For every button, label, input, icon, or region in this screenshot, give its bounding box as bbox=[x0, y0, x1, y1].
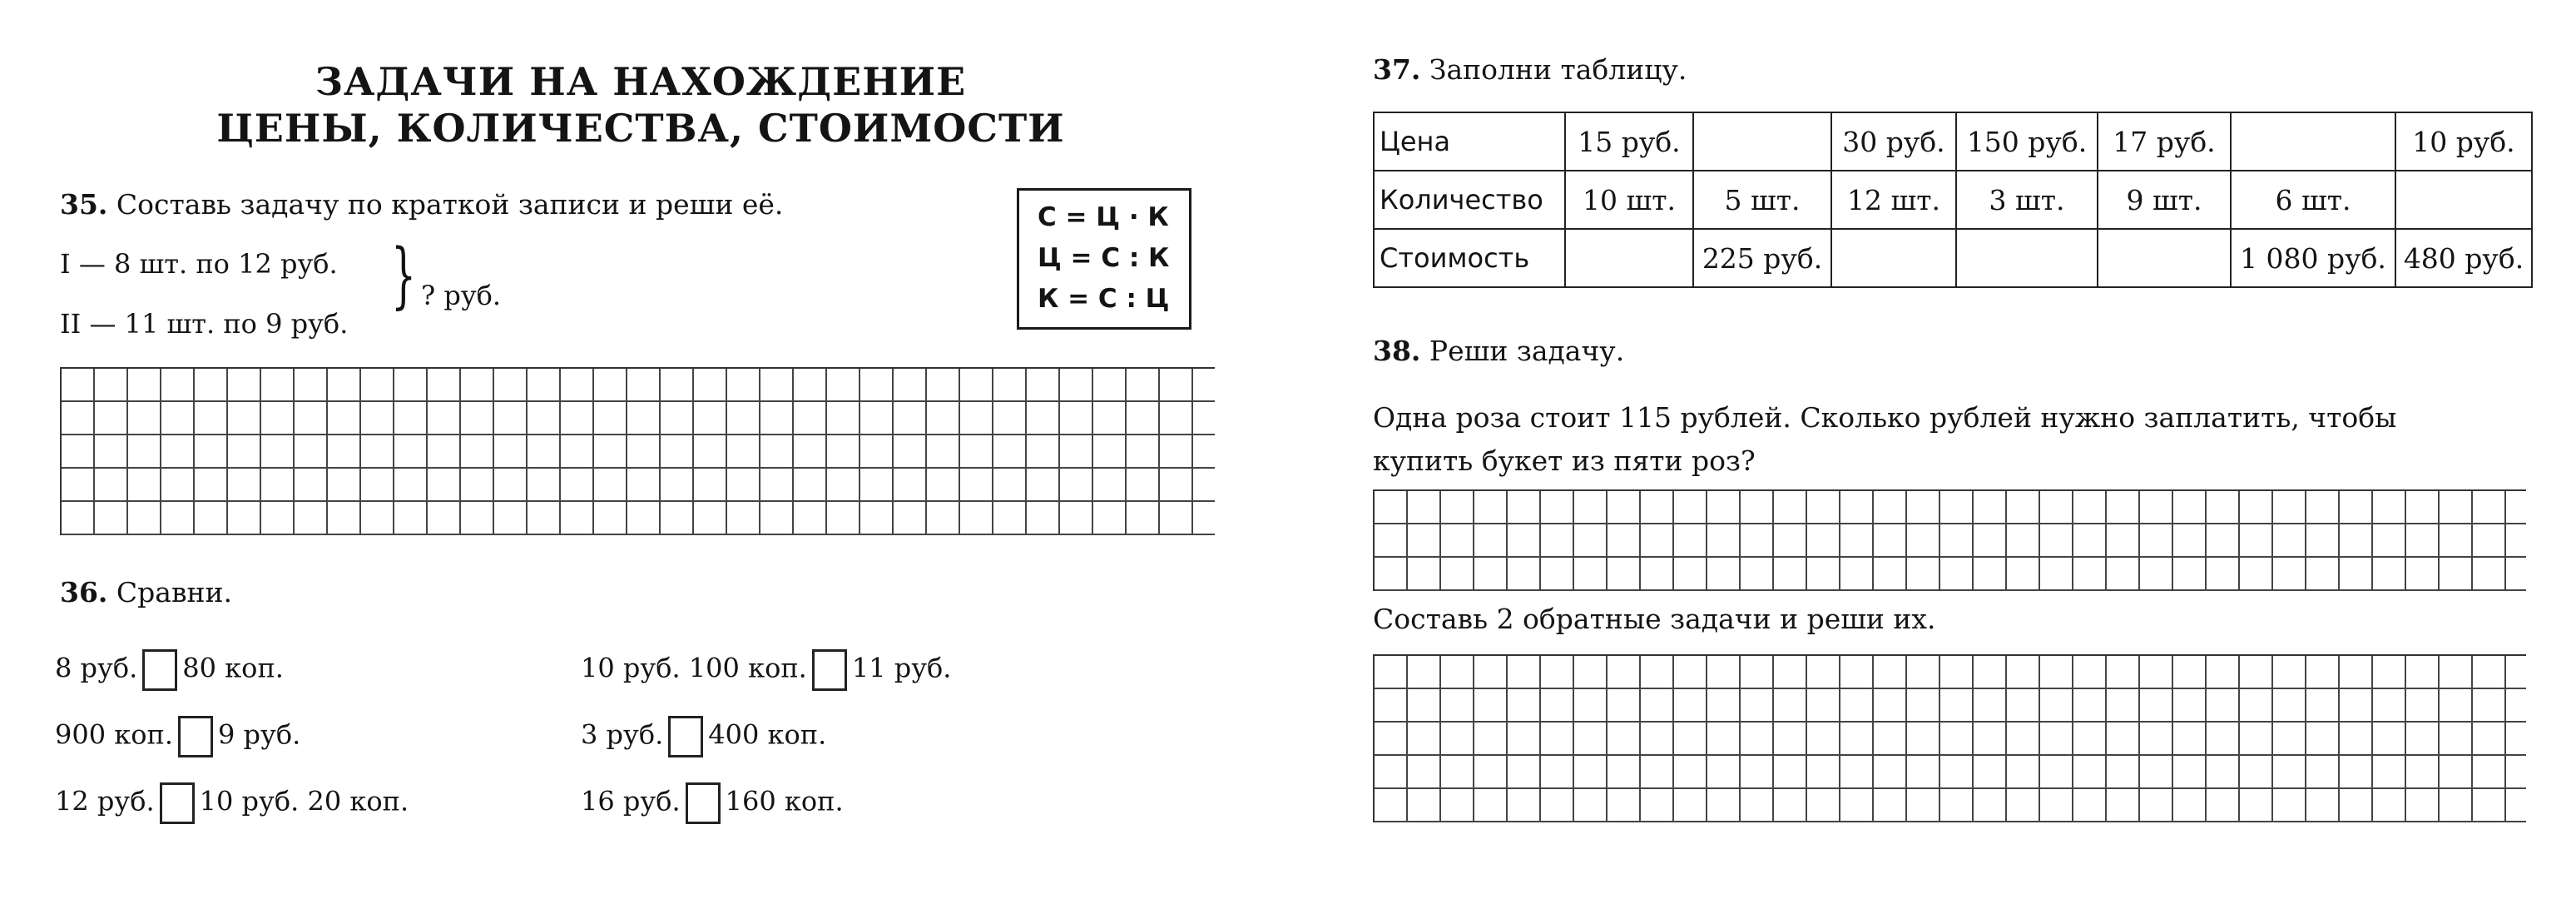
row-label: Цена bbox=[1374, 112, 1565, 171]
compare-answer-box[interactable] bbox=[160, 782, 195, 824]
table-cell[interactable]: 9 шт. bbox=[2098, 171, 2231, 229]
compare-left: 10 руб. 100 коп. bbox=[581, 652, 807, 684]
task36-heading bbox=[60, 576, 232, 608]
table-cell[interactable]: 5 шт. bbox=[1693, 171, 1831, 229]
compare-item-4 bbox=[581, 649, 951, 691]
formula-quantity: К = С : Ц bbox=[1038, 284, 1170, 314]
compare-item-2 bbox=[55, 716, 300, 757]
task38-problem bbox=[1373, 396, 2396, 483]
task38-instruction: Составь 2 обратные задачи и реши их. bbox=[1373, 603, 1936, 635]
row-label: Стоимость bbox=[1374, 229, 1565, 287]
formula-box bbox=[1017, 188, 1191, 330]
table-cell[interactable]: 10 шт. bbox=[1565, 171, 1693, 229]
page-title-line2: ЦЕНЫ, КОЛИЧЕСТВА, СТОИМОСТИ bbox=[216, 106, 1065, 151]
compare-right: 11 руб. bbox=[851, 652, 952, 684]
compare-left: 3 руб. bbox=[581, 718, 664, 751]
table-cell[interactable]: 480 руб. bbox=[2395, 229, 2532, 287]
table-cell[interactable]: 6 шт. bbox=[2231, 171, 2395, 229]
compare-left: 8 руб. bbox=[55, 652, 138, 684]
task35-heading bbox=[60, 188, 783, 221]
table-cell[interactable] bbox=[1956, 229, 2098, 287]
compare-answer-box[interactable] bbox=[142, 649, 177, 691]
task38-problem-line2: купить букет из пяти роз? bbox=[1373, 445, 1756, 477]
table-cell[interactable]: 30 руб. bbox=[1831, 112, 1956, 171]
task38-inverse-tasks-grid[interactable] bbox=[1373, 654, 2526, 822]
compare-left: 900 коп. bbox=[55, 718, 174, 751]
task35-answer-grid[interactable] bbox=[60, 367, 1215, 535]
table-cell[interactable]: 150 руб. bbox=[1956, 112, 2098, 171]
compare-answer-box[interactable] bbox=[686, 782, 721, 824]
task37-number: 37. bbox=[1373, 53, 1421, 86]
table-cell[interactable] bbox=[2231, 112, 2395, 171]
task35-text: Составь задачу по краткой записи и реши её. bbox=[116, 188, 784, 221]
compare-item-5 bbox=[581, 716, 826, 757]
table-cell[interactable] bbox=[1693, 112, 1831, 171]
task38-problem-line1: Одна роза стоит 115 рублей. Сколько рублей нужно заплатить, чтобы bbox=[1373, 401, 2397, 434]
table-cell[interactable] bbox=[2395, 171, 2532, 229]
task38-heading bbox=[1373, 335, 1624, 367]
compare-answer-box[interactable] bbox=[178, 716, 213, 757]
page-title-line1: ЗАДАЧИ НА НАХОЖДЕНИЕ bbox=[315, 59, 967, 104]
table-cell[interactable]: 1 080 руб. bbox=[2231, 229, 2395, 287]
table-cell[interactable]: 17 руб. bbox=[2098, 112, 2231, 171]
compare-item-1 bbox=[55, 649, 284, 691]
table-row-cost bbox=[1374, 229, 2532, 287]
table-row-price bbox=[1374, 112, 2532, 171]
task35-line1: I — 8 шт. по 12 руб. bbox=[60, 248, 338, 280]
curly-brace-icon: } bbox=[391, 234, 417, 317]
task35-number: 35. bbox=[60, 188, 108, 221]
table-cell[interactable]: 3 шт. bbox=[1956, 171, 2098, 229]
compare-right: 160 коп. bbox=[725, 785, 844, 817]
task38-text: Реши задачу. bbox=[1429, 335, 1625, 367]
task38-answer-grid[interactable] bbox=[1373, 489, 2526, 591]
compare-item-3 bbox=[55, 782, 409, 824]
formula-price: Ц = С : К bbox=[1038, 243, 1170, 273]
compare-right: 9 руб. bbox=[218, 718, 301, 751]
table-cell[interactable] bbox=[1831, 229, 1956, 287]
table-cell[interactable]: 15 руб. bbox=[1565, 112, 1693, 171]
table-cell[interactable] bbox=[2098, 229, 2231, 287]
table-cell[interactable]: 10 руб. bbox=[2395, 112, 2532, 171]
table-cell[interactable]: 12 шт. bbox=[1831, 171, 1956, 229]
task37-heading bbox=[1373, 53, 1687, 86]
row-label: Количество bbox=[1374, 171, 1565, 229]
formula-cost: С = Ц · К bbox=[1038, 202, 1169, 232]
price-quantity-cost-table bbox=[1373, 112, 2533, 288]
task35-line2: II — 11 шт. по 9 руб. bbox=[60, 308, 349, 340]
compare-right: 10 руб. 20 коп. bbox=[199, 785, 409, 817]
table-row-quantity bbox=[1374, 171, 2532, 229]
compare-item-6 bbox=[581, 782, 844, 824]
compare-answer-box[interactable] bbox=[812, 649, 847, 691]
compare-left: 12 руб. bbox=[55, 785, 155, 817]
table-cell[interactable]: 225 руб. bbox=[1693, 229, 1831, 287]
task36-number: 36. bbox=[60, 576, 108, 608]
compare-answer-box[interactable] bbox=[668, 716, 703, 757]
compare-right: 400 коп. bbox=[708, 718, 827, 751]
task36-text: Сравни. bbox=[116, 576, 233, 608]
compare-left: 16 руб. bbox=[581, 785, 681, 817]
table-cell[interactable] bbox=[1565, 229, 1693, 287]
compare-right: 80 коп. bbox=[182, 652, 284, 684]
task37-text: Заполни таблицу. bbox=[1429, 53, 1687, 86]
task38-number: 38. bbox=[1373, 335, 1421, 367]
task35-question: ? руб. bbox=[421, 280, 502, 311]
